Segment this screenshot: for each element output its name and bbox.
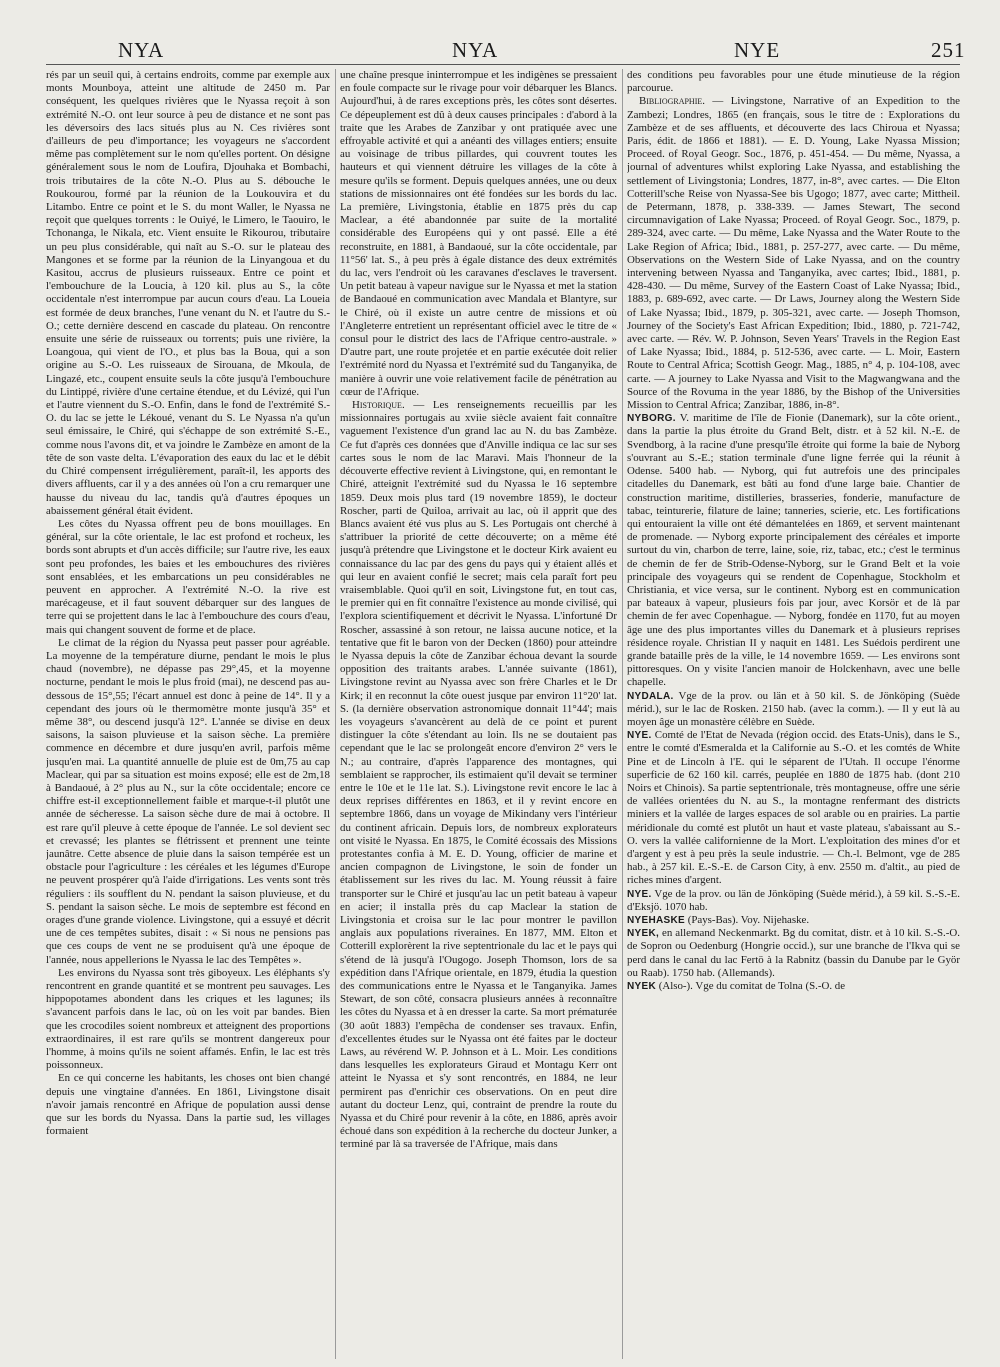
entry-text: Vge de la prov. ou län de Jönköping (Suède mérid.), à 59 kil. S.-S.-E. d'Eksjö. 1070 hab. xyxy=(627,887,960,913)
entry-text: Vge de la prov. ou län et à 50 kil. S. de Jönköping (Suède mérid.), sur le lac de Rosken. 2150 hab. (avec la comm.). — Il y eut là au moyen âge un monastère célèbre en Suède. xyxy=(627,689,960,728)
entry-headword: NYE. xyxy=(627,730,652,742)
entry-nye-suede xyxy=(627,888,960,914)
entry-nyborg xyxy=(627,412,960,689)
entry-headword: NYEK, xyxy=(627,928,660,940)
bibliographie-label: Bibliographie. xyxy=(639,95,705,108)
entry-nyek-also xyxy=(627,980,960,993)
historique-text: — Les renseignements recueillis par les missionnaires portugais au xviie siècle avaient fait connaître vaguement l'existence d'un grand lac au N. du bas Zambèze. Ce fut d'après ces données que d'Anville indiqua ce lac sur ses cartes sous le nom de lac Maravi. Mais l'honneur de la découverte effective revient à Livingstone, qui, en remontant le Chiré, atteignit l'extrémité sud du Nyassa le 16 septembre 1859. Deux mois plus tard (19 novembre 1859), le docteur Roscher, parti de Quiloa, arrivait au lac, où il apprit que des Blancs avaient été vus plus au S. Les Portugais ont cherché à s'attribuer la priorité de cette découverte; on a même été jusqu'à prétendre que Livingstone et le docteur Kirk avaient eu connaissance du lac par des gens du pays qui y étaient allés et qui leur en avaient confié le secret; mais cela paraît fort peu vraisemblable. Quoi qu'il en soit, Livingstone fut, en tout cas, le premier qui en fit connaître l'existence au monde civilisé, qui l'explora scientifiquement et décrivit le Nyassa. L'infortuné Dr Roscher, assassiné à son retour, ne laissa aucune notice, et la tentative que fit le baron von der Decken (1860) pour atteindre le Nyassa depuis la côte de Zanzibar échoua devant la sourde opposition des traitants arabes. L'année suivante (1861), Livingstone revint au Nyassa avec son frère Charles et le Dr Kirk; il en reconnut la côte ouest jusque par environ 11°20' lat. S. (la dernière observation astronomique donnait 11°44'; mais les voyageurs s'avancèrent au delà de ce point et purent distinguer la côte s'étendant au loin. Ils ne se doutaient pas cependant que le lac se prolongeât encore d'environ 2° vers le N.; au contraire, d'après l'apparence des montagnes, qui semblaient se rapprocher, ils estimaient qu'il devait se terminer entre le 10e et le 11e lat. S.). Livingstone revit encore le lac à deux reprises différentes en 1863, et il y revint encore en septembre 1866, dans un voyage de Mikindany vers l'intérieur du continent africain. Depuis lors, de nombreux explorateurs ont visité le Nyassa. En 1875, le Comité écossais des Missions protestantes confia à M. E. D. Young, officier de marine et ancien compagnon de Livingstone, le soin de fonder un établissement sur les rives du lac. M. Young réussit à faire transporter sur le Chiré et jusqu'au lac un petit bateau à vapeur en acier; il installa près du cap Maclear la station de Livingstonia et croisa sur le lac pour montrer le pavillon anglais aux populations riveraines. En 1877, MM. Elton et Cotterill explorèrent la rive septentrionale du lac et le pays qui s'étend de là jusqu'à l'Ougogo. Joseph Thomson, lors de sa expédition dans l'Afrique orientale, en 1879, étudia la question des communications entre le Nyassa et le Tanganyika. James Stewart, de son côté, consacra plusieurs années à reconnaître les côtes du Nyassa et à en dresser la carte. Sa mort prématurée (30 août 1883) l'empêcha de condenser ses travaux. Enfin, d'excellentes études sur le Nyassa ont été faites par le docteur Laws, au révérend W. P. Johnson et à L. Moir. Les conditions dans lesquelles les explorateurs Giraud et Montagu Kerr ont atteint le Nyassa et s'y sont rencontrés, en 1884, ne leur permirent pas d'enrichir ces observations. On en peut dire autant du docteur Lenz, qui, contraint de prendre la route du Nyassa et du Chiré pour revenir à la côte, en 1886, après avoir échoué dans son expédition à la recherche du docteur Junker, a terminé par là sa traversée de l'Afrique, mais dans xyxy=(340,399,617,1151)
entry-text: (Also-). Vge du comitat de Tolna (S.-O. de xyxy=(655,980,846,993)
entry-text: Comté de l'Etat de Nevada (région occid. des Etats-Unis), dans le S., entre le comté d'Esmeralda et la Californie au S.-O. et les comtés de White Pine et de Lincoln à l'E. qui le séparent de l'Utah. Il occupe l'énorme superficie de 62 160 kil. carrés, peuplée en 1880 de 1875 hab. (dont 210 Noirs et Chinois). Sa partie septentrionale, très montagneuse, offre une série de vallées orientées du N. au S., la montagne renfermant des districts miniers et la vallée de larges espaces de sol arable ou en prairies. La partie méridionale du comté est plutôt un haut et vaste plateau, s'abaissant au S.-O. vers la vallée californienne de la Mort. L'exploitation des mines d'or et d'argent y est à peu près la seule industrie. — Ch.-l. Belmont, vge de 285 hab., à 257 kil. E.-S.-E. de Carson City, à env. 2550 m. d'altit., au pied de riches mines d'argent. xyxy=(627,729,960,887)
column-1 xyxy=(46,69,330,1359)
entry-nye-nevada xyxy=(627,729,960,887)
column-divider-1 xyxy=(335,69,336,1359)
col1-paragraph: rés par un seuil qui, à certains endroits, comme par exemple aux monts Mounboya, atteint une altitude de 2450 m. Par conséquent, les quelques rivières que le Nyassa reçoit à son extrémité N.-O. ont leur source à peu de distance et ne sont pas les déversoirs des lacs situés plus au N. Ces rivières sont d'ailleurs de peu d'importance; les voyageurs ne s'accordent même pas complètement sur le nom qu'elles portent. On désigne généralement sous le nom de Loufira, Djouhaka et Bombachi, trois tributaires de la côte N.-O. Plus au S. débouche le Roukourou, formé par la réunion de la Loukouvira et du Litambo. Entre ce point et le S. du mont Waller, le Nyassa ne reçoit que quelques torrents : le Ouiyé, le Limero, le Taouiro, le Tchonanga, le Nikala, etc. Vient ensuite le Rikourou, tributaire un peu plus considérable, qui naît au S.-O. sur le plateau des Mangones et se forme par la réunion de la Linyangoua et du Kasitou, accrus de plusieurs ruisseaux. Entre ce point et l'embouchure de la Loucia, à 120 kil. plus au S., la côte occidentale n'est interrompue par aucun cours d'eau. La Loueia est formée de deux branches, l'une venant du N. et l'autre du S.-O.; cette dernière descend en cascade du plateau. On rencontre ensuite une série de ruisseaux ou torrents; puis une rivière, la Loangoua, qui vient de l'O., et plus bas la Boua, qui a son origine au S.-O. Les ruisseaux de Sirouana, de Mkoula, de Lingazé, etc., coupent ensuite seuls la côte jusqu'à l'embouchure du Lintippé, rivière d'une certaine étendue, et du Lévizé, qui l'un et l'autre viennent du S.-O. Enfin, dans le fond de l'extrémité S.-O. du lac se jette le Lékoué, venant du S. Le Nyassa n'a qu'un seul émissaire, le Chiré, qui s'échappe de son extrémité S.-E., comme nous l'avons dit, et va joindre le Zambèze en amont de la tête de son vaste delta. L'évaporation des eaux du lac et le débit du Chiré compensent irrégulièrement, paraît-il, les apports des divers affluents, car il y a des années où l'on a cru remarquer une hausse du niveau du lac, tandis qu'à d'autres époques un abaissement général était évident. xyxy=(46,69,330,517)
column-divider-2 xyxy=(622,69,623,1359)
col1-paragraph: Les environs du Nyassa sont très giboyeux. Les éléphants s'y rencontrent en grande quantité et se montrent peu sauvages. Les hippopotames abondent dans les criques et les lagunes; ils s'avancent parfois dans le lac, où on les voit par bandes. Bien que les crocodiles soient nombreux et atteignent des proportions extraordinaires, il est rare qu'ils se montrent dangereux pour l'homme, à moins qu'ils ne soient affamés. Enfin, le lac est très poissonneux. xyxy=(46,966,330,1072)
center-guide-word: NYA xyxy=(452,38,499,62)
right-guide-word: NYE xyxy=(734,38,781,62)
entry-text: (Pays-Bas). Voy. Nijehaske. xyxy=(684,914,810,926)
col2-paragraph: une chaîne presque ininterrompue et les indigènes se pressaient en foule compacte sur le rivage pour voir débarquer les Blancs. Aujourd'hui, à de rares exceptions près, les côtes sont désertes. Ce dépeuplement est dû à deux causes principales : d'abord à la traite que les Arabes de Zanzibar y ont pratiquée avec une effroyable activité et qui a anéanti des villages entiers; ensuite au voisinage de tribus pillardes, qui couvrent toutes les hauteurs et qui viennent détruire les villages de la côte à mesure qu'ils se forment. Depuis quelques années, une ou deux stations de missionnaires ont été fondées sur les bords du lac. La première, Livingstonia, établie en 1875 près du cap Maclear, a été abandonnée par suite de la mortalité considérable des Européens qui y ont passé. Elle a été reconstruite, en 1881, à Bandaoué, sur la côte occidentale, par 11°56' lat. S., à peu près à égale distance des deux extrémités du lac, vers l'endroit où les caravanes d'esclaves le traversent. Un petit bateau à vapeur navigue sur le Nyassa et met la station de Bandaoué en communication avec Mandala et Blantyre, sur le Chiré, où il existe un autre centre de missions et où l'Angleterre entretient un représentant officiel avec le titre de « consul pour le district des lacs de l'Afrique centro-australe. » D'autre part, une route projetée et en partie exécutée doit relier l'extrémité nord du Nyassa et l'extrémité sud du Tanganyika, de manière à ouvrir une voie relativement facile de pénétration au cœur de l'Afrique. xyxy=(340,69,617,398)
entry-nyek xyxy=(627,927,960,980)
entry-text: V. maritime de l'île de Fionie (Danemark), sur la côte orient., dans la partie la plus étroite du Grand Belt, distr. et à 52 kil. N.-E. de Svendborg, à la racine d'une presqu'île étroite qui forme la baie de Nyborg s'ouvrant au S.-E.; station terminale d'une ligne ferrée qui la réunit à Odense. 5400 hab. — Nyborg, qui fut autrefois une des principales citadelles du Danemark, est bâti au fond d'une large baie. Chantier de construction maritime, distilleries, brasseries, fonderie, manufacture de tabac, teinturerie, filature de laine; tanneries, scierie, etc. Les fortifications qui entouraient la ville ont été démantelées en 1869, et servent maintenant de promenade. — Nyborg exporte principalement des céréales et importe surtout du vin, charbon de terre, laine, soie, riz, tabac, etc.; c'est le terminus de chemin de fer de Strib-Odense-Nyborg, sur le Grand Belt et la voie principale des voyageurs qui se rendent de Copenhague, Stockholm et Christiania, et vice versa, sur le continent. Nyborg est en communication par bateaux à vapeur, plusieurs fois par jour, avec Korsör et de là par chemin de fer avec Copenhague. — Nyborg, fondée en 1170, fut au moyen âge une des plus importantes villes du Danemark et à plusieurs reprises résidence royale. Christian II y naquit en 1481. Les Suédois perdirent une grande bataille près de la ville, le 14 novembre 1659. — Les environs sont pittoresques. On y visite l'ancien manoir de Holckenhavn, avec une belle chapelle. xyxy=(627,412,960,689)
entry-headword: NYBORG. xyxy=(627,413,676,425)
entry-nyehaske xyxy=(627,914,960,927)
col1-paragraph: Le climat de la région du Nyassa peut passer pour agréable. La moyenne de la température diurne, pendant le mois le plus chaud (novembre), ne dépasse pas 29°,45, et la moyenne nocturne, pendant le mois le plus froid (mai), ne descend pas au-dessous de 15°,55; l'écart annuel est donc à peine de 14°. Il y a cependant des jours où le thermomètre monte jusqu'à 35° et même 38°, ou descend jusqu'à 12°. L'année se divise en deux saisons, la saison pluvieuse et la saison sèche. La première commence en décembre et dure jusqu'en avril, parfois même jusqu'en mai. La quantité annuelle de pluie est de 0m,75 au cap Maclear, qui par sa situation est moins exposé; elle est de 2m,18 à Bandaoué, à 2° plus au N., sur la côte occidentale; encore ce chiffre est-il exceptionnellement faible et marque-t-il plutôt une année de sécheresse. La saison sèche dure de mai à octobre. Il est rare qu'il pleuve à cette époque de l'année. Le sol devient sec et crevassé; les plantes se flétrissent et prennent une teinte jaunâtre. Cette absence de pluie dans la saison tempérée est un obstacle pour l'agriculture : les céréales et les légumes d'Europe ne peuvent prospérer qu'à l'aide d'irrigations. Les vents sont très réguliers : ils soufflent du N. pendant la saison pluvieuse, et du S. pendant la saison sèche. Le mois de septembre est fécond en orages d'une grande violence. Livingstone, qui a essuyé et décrit une de ces tempêtes subites, disait : « Si nous ne pensions pas que ces coups de vent ne se produisent qu'à une époque de l'année, nous appellerions le Nyassa le lac des Tempêtes ». xyxy=(46,636,330,966)
left-guide-word: NYA xyxy=(118,38,165,62)
entry-nydala xyxy=(627,690,960,730)
page-number: 251 xyxy=(931,38,966,62)
historique-paragraph xyxy=(340,399,617,1152)
biblio-intro: des conditions peu favorables pour une étude minutieuse de la région parcourue. xyxy=(627,69,960,95)
column-3 xyxy=(627,69,960,1359)
entry-headword: NYE. xyxy=(627,888,652,900)
entry-text: en allemand Neckenmarkt. Bg du comitat, distr. et à 10 kil. S.-S.-O. de Sopron ou Oedenburg (Hongrie occid.), sur une branche de l'Ikva qui se perd dans le canal du lac Fertö à la Rabnitz (bassin du Danube par le Györ ou Raab). 1750 hab. (Allemands). xyxy=(627,927,960,979)
entry-headword: NYDALA. xyxy=(627,690,674,702)
col1-paragraph: Les côtes du Nyassa offrent peu de bons mouillages. En général, sur la côte orientale, le lac est profond et rocheux, les bords sont abrupts et d'un accès difficile; sur l'autre rive, les eaux sont peu profondes, les baies et les embouchures des rivières sont ensablées, et les embarcations un peu considérables ne peuvent en approcher. A l'extrémité N.-O. la rive est marécageuse, et il faut souvent débarquer sur des langues de terre qui se projettent dans le lac à l'embouchure des cours d'eau, mais qui changent souvent de forme et de place. xyxy=(46,517,330,636)
column-2 xyxy=(340,69,617,1359)
entry-headword: NYEHASKE xyxy=(627,915,685,926)
header-rule xyxy=(46,64,960,65)
entry-headword: NYEK xyxy=(627,981,656,993)
historique-label: Historique. xyxy=(352,399,405,412)
col1-paragraph: En ce qui concerne les habitants, les choses ont bien changé depuis une vingtaine d'années. En 1861, Livingstone disait n'avoir jamais rencontré en Afrique de population aussi dense que sur les bords du Nyassa. Dans la partie sud, les villages formaient xyxy=(46,1072,330,1138)
bibliographie-text: — Livingstone, Narrative of an Expedition to the Zambezi; Londres, 1865 (en français, sous le titre de : Explorations du Zambèze et de ses affluents, et découverte des lacs Chiroua et Nyassa; Paris, édit. de 1866 et 1881). — E. D. Young, Lake Nyassa Mission; Proceed. of Royal Geogr. Soc., 1876, p. 451-454. — Du même, Nyassa, a journal of adventures whilst exploring Lake Nyassa, and establishing the settlement of Livingstonia; Londres, 1877, in-8°, avec cartes. — Die Elton Cotterill'sche Reise von Nyassa-See bis Ugogo; 1877, avec carte; Mittheil. de Petermann, 1878, p. 338-339. — James Stewart, The second circumnavigation of Lake Nyassa; Proceed. of Royal Geogr. Soc., 1879, p. 289-324, avec carte. — Du même, Lake Nyassa and the Water Route to the Lake Region of Africa; Ibid., 1881, p. 257-277, avec carte. — Du même, Observations on the Western Side of Lake Nyassa, and on the country intervening between Nyassa and Tanganyika, avec cartes; Ibid., 1881, p. 428-430. — Du même, Survey of the Eastern Coast of Lake Nyassa; Ibid., 1883, p. 689-692, avec carte. — Dr Laws, Journey along the Western Side of Lake Nyassa; Ibid., 1879, p. 305-321, avec carte. — Joseph Thomson, Journey of the Society's East African Expedition; Ibid., 1880, p. 721-742, avec carte. — Rév. W. P. Johnson, Seven Years' Travels in the Region East of Lake Nyassa; Ibid., 1884, p. 512-536, avec carte. — L. Moir, Eastern Route to Central Africa; Scottish Geogr. Mag., 1885, n° 4, p. 104-108, avec carte. — A journey to Lake Nyassa and Visit to the Magwangwana and the Source of the Rovuma in the year 1886, by the Bishop of the Universities Mission to Central Africa; Zanzibar, 1886, in-8°. xyxy=(627,95,960,412)
bibliographie-paragraph xyxy=(627,95,960,412)
